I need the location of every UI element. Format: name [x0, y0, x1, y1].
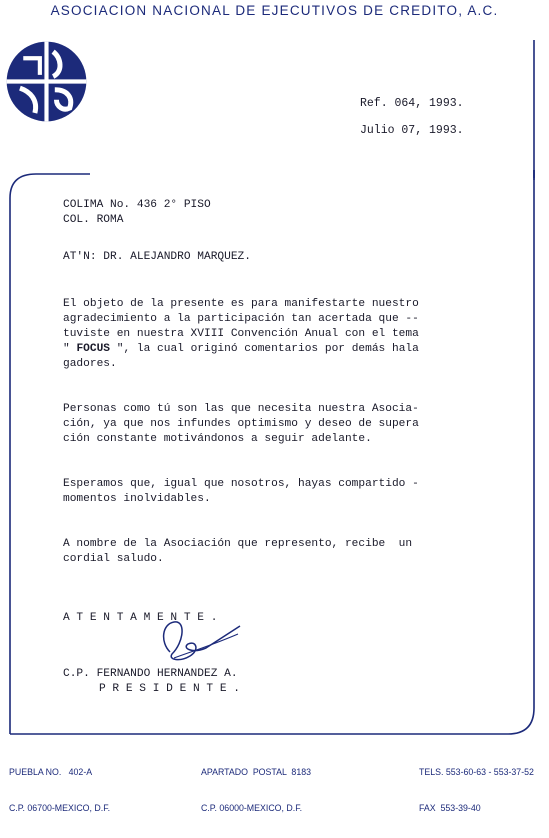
letter-body — [63, 198, 473, 697]
body-line: Esperamos que, igual que nosotros, hayas compartido - — [63, 478, 419, 490]
focus-theme: FOCUS — [76, 343, 111, 355]
body-line: El objeto de la presente es para manifestarte nuestro — [63, 298, 419, 310]
closing-salutation: A T E N T A M E N T E . — [63, 612, 218, 624]
handwritten-signature — [140, 612, 250, 672]
body-line — [63, 342, 473, 357]
body-line: gadores. — [63, 358, 117, 370]
footer-po-box: APARTADO POSTAL 8183 — [201, 767, 312, 777]
body-line: Personas como tú son las que necesita nuestra Asocia- — [63, 403, 419, 415]
body-line: cordial saludo. — [63, 553, 164, 565]
body-line: ción constante motivándonos a seguir adelante. — [63, 433, 372, 445]
footer-postal-code: C.P. 06700-MEXICO, D.F. — [9, 803, 111, 813]
body-line: momentos inolvidables. — [63, 493, 211, 505]
footer-phones: TELS. 553-60-63 - 553-37-52 — [419, 767, 534, 777]
footer-fax: FAX 553-39-40 — [419, 803, 481, 813]
frame-right-edge — [532, 40, 538, 180]
address-line-1: COLIMA No. 436 2° PISO — [63, 199, 211, 211]
address-line-2: COL. ROMA — [63, 214, 124, 226]
signer-title: P R E S I D E N T E . — [99, 683, 240, 695]
body-line-rest: ", la cual originó comentarios por demás hala — [110, 343, 419, 355]
body-line: A nombre de la Asociación que represento, recibe un — [63, 538, 413, 550]
reference-number: Ref. 064, 1993. — [360, 97, 464, 110]
organization-name: ASOCIACION NACIONAL DE EJECUTIVOS DE CREDITO, A.C. — [50, 3, 499, 18]
attention-line: AT'N: DR. ALEJANDRO MARQUEZ. — [63, 251, 251, 263]
footer-po-box-postal-code: C.P. 06000-MEXICO, D.F. — [201, 803, 303, 813]
reference-block — [360, 90, 464, 144]
body-line: ción, ya que nos infundes optimismo y deseo de supera — [63, 418, 419, 430]
quote-open: " — [63, 343, 77, 355]
body-line: agradecimiento a la participación tan acertada que -- — [63, 313, 419, 325]
association-logo — [5, 40, 88, 123]
body-line: tuviste en nuestra XVIII Convención Anual con el tema — [63, 328, 419, 340]
letter-date: Julio 07, 1993. — [360, 124, 464, 137]
footer-street-address: PUEBLA NO. 402-A — [9, 767, 93, 777]
signer-name: C.P. FERNANDO HERNANDEZ A. — [63, 668, 238, 680]
